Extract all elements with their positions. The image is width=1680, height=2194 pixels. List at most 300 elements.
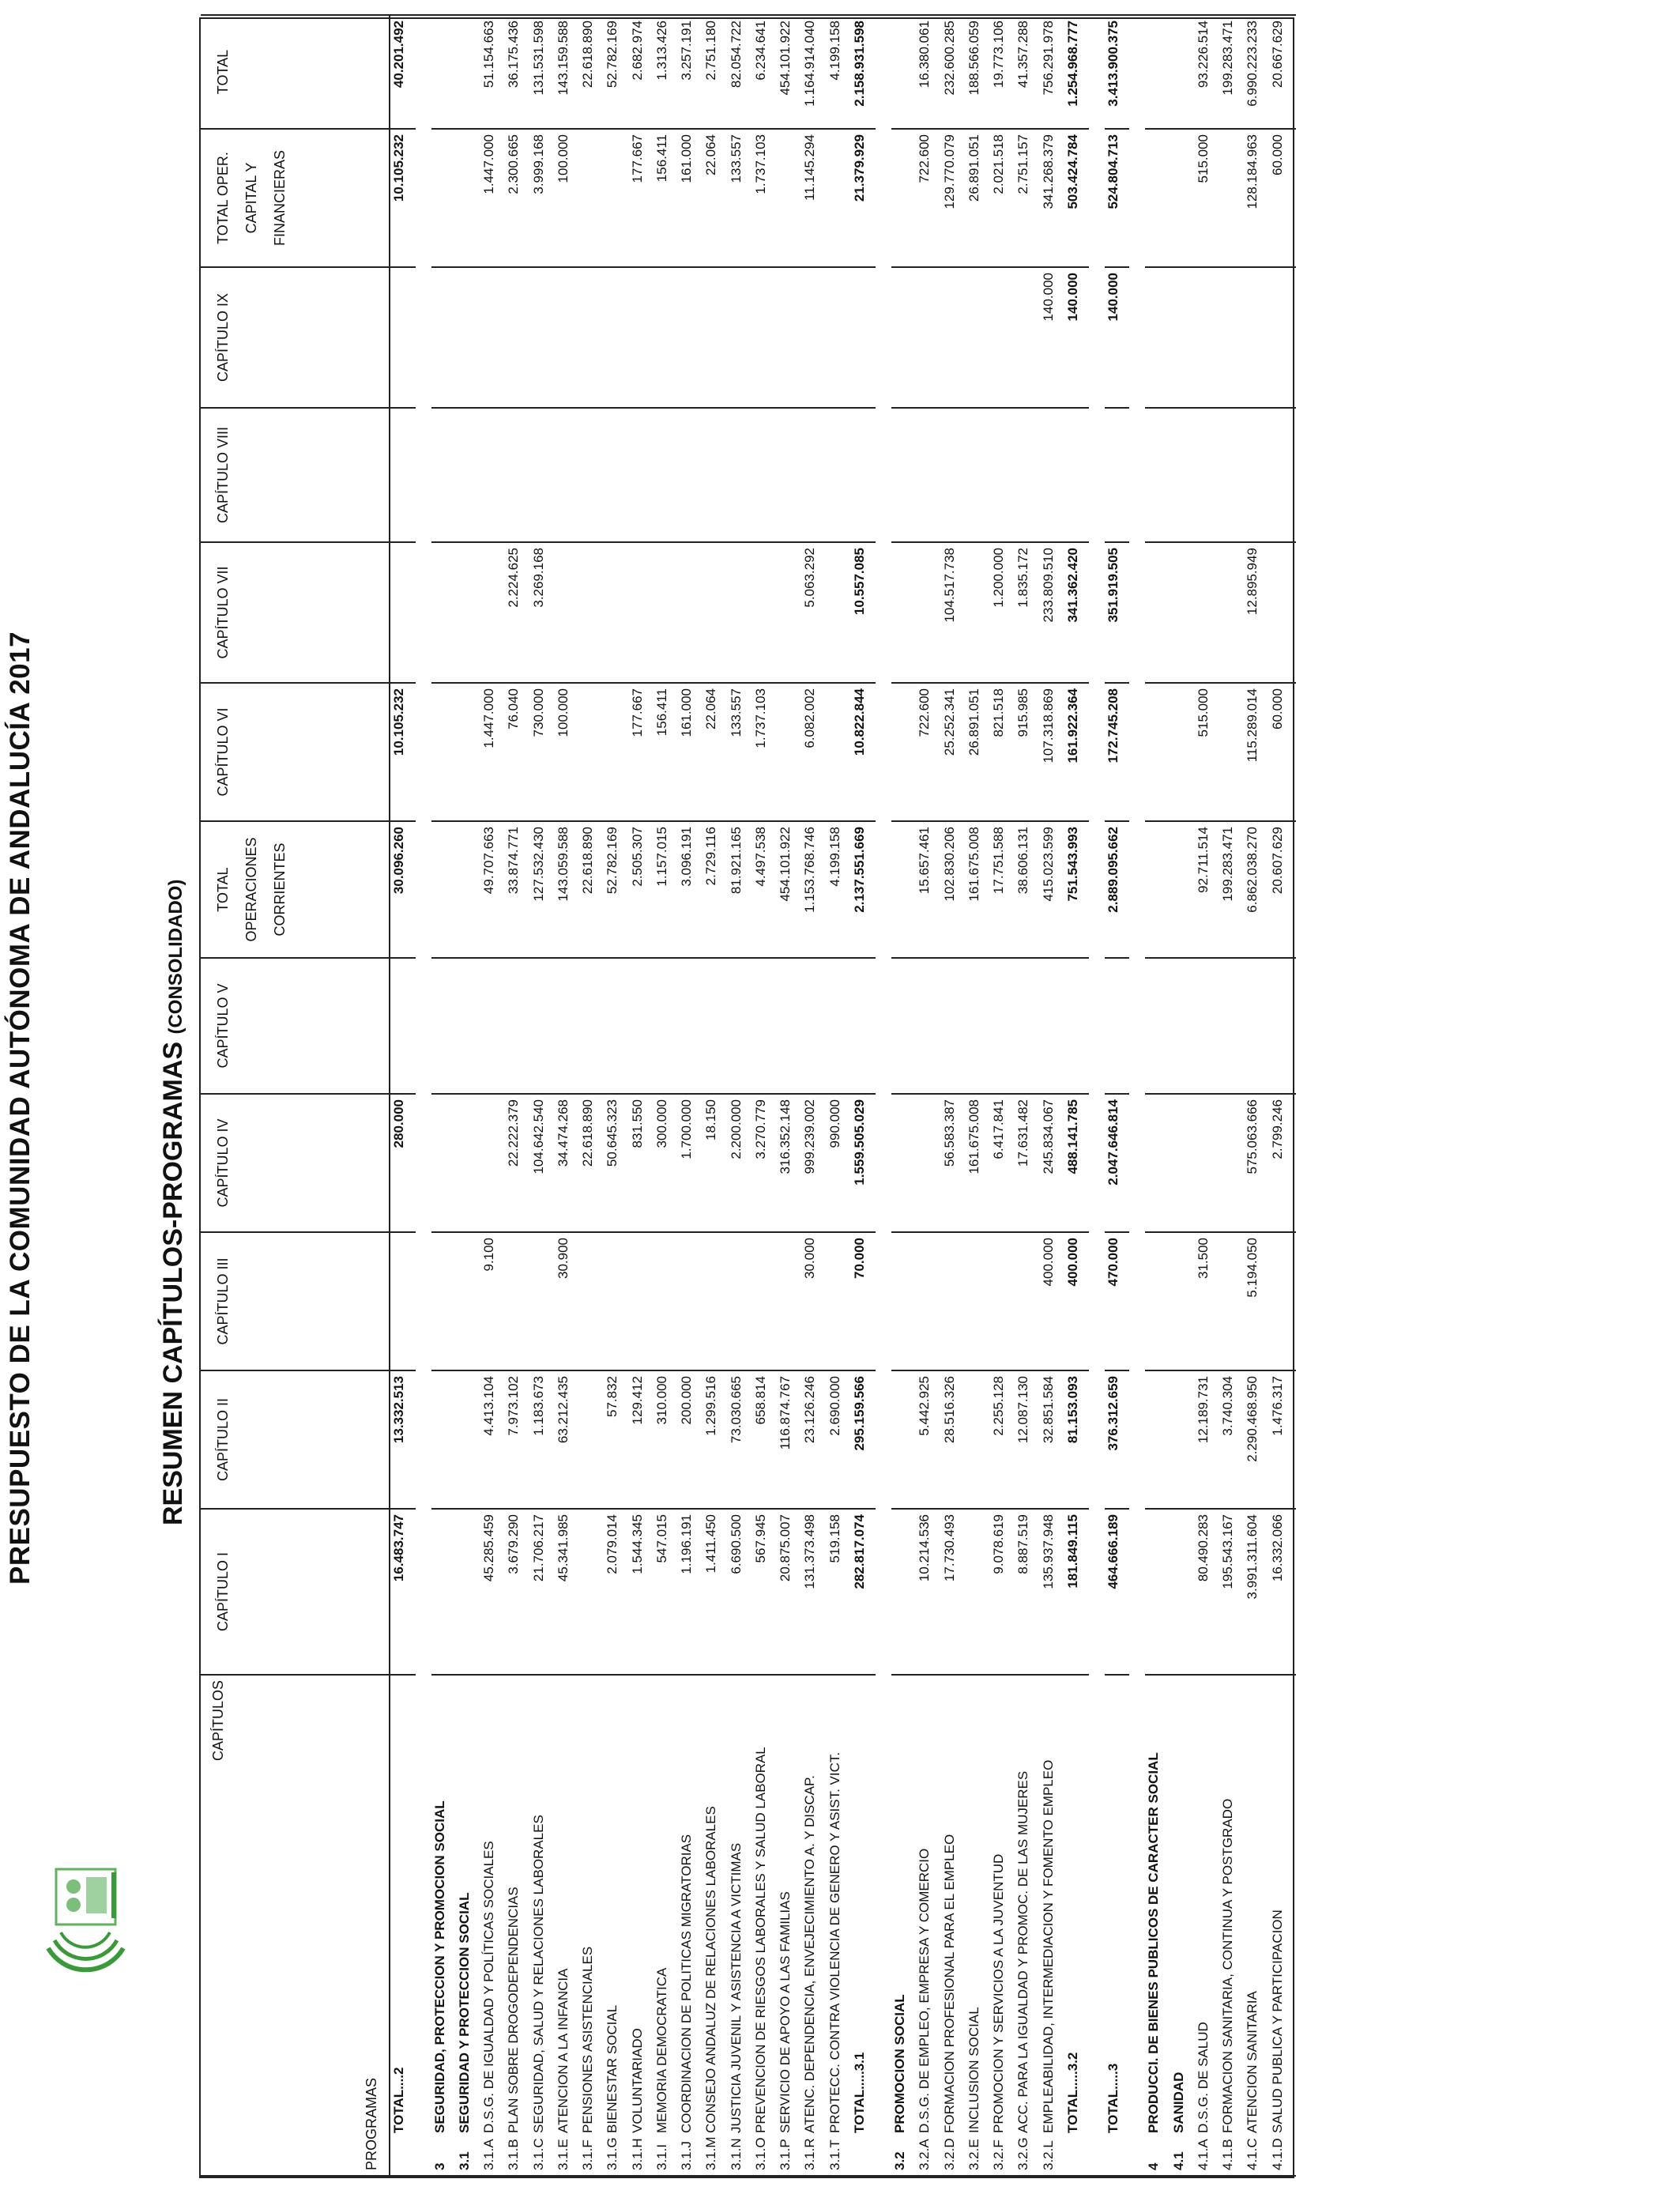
program-name: SANIDAD <box>1170 1675 1195 2138</box>
program-name: SALUD PUBLICA Y PARTICIPACION <box>1269 1675 1294 2138</box>
value-cell-col-6: 454.101.922 <box>777 821 801 958</box>
table-row <box>530 15 555 2176</box>
value-cell-col-7 <box>891 683 916 821</box>
program-code: 3.1.N <box>728 2138 752 2176</box>
value-cell-col-3 <box>1015 1232 1039 1370</box>
value-cell-col-4: 245.834.067 <box>1040 1094 1064 1232</box>
value-cell-col-12 <box>431 15 456 129</box>
program-code: 3.1.P <box>777 2138 801 2176</box>
value-cell-col-7: 10.105.232 <box>390 683 416 821</box>
value-cell-col-3 <box>505 1232 529 1370</box>
value-cell-col-5 <box>579 958 604 1094</box>
value-cell-col-9 <box>654 408 678 542</box>
value-cell-col-5 <box>990 958 1015 1094</box>
value-cell-col-1 <box>891 1509 916 1675</box>
col-header-cap9: CAPÍTULO IX <box>201 267 390 408</box>
value-cell-col-6: 127.532.430 <box>530 821 555 958</box>
value-cell-col-9 <box>530 408 555 542</box>
value-cell-col-4: 56.583.387 <box>941 1094 966 1232</box>
value-cell-col-8: 3.269.168 <box>530 542 555 683</box>
value-cell-col-1: 3.991.311.604 <box>1244 1509 1268 1675</box>
table-row <box>1219 15 1244 2176</box>
value-cell-col-4: 316.352.148 <box>777 1094 801 1232</box>
value-cell-col-3 <box>456 1232 480 1370</box>
filler-cell <box>1294 958 1296 1094</box>
value-cell-col-10 <box>654 267 678 408</box>
value-cell-col-12: 2.682.974 <box>629 15 654 129</box>
value-cell-col-9 <box>390 408 416 542</box>
value-cell-col-2: 1.476.317 <box>1269 1370 1294 1509</box>
value-cell-col-7 <box>456 683 480 821</box>
value-cell-col-6: 33.874.771 <box>505 821 529 958</box>
value-cell-col-7: 10.822.844 <box>851 683 876 821</box>
value-cell-col-10 <box>1170 267 1195 408</box>
value-cell-col-6 <box>456 821 480 958</box>
value-cell-col-12: 93.226.514 <box>1195 15 1219 129</box>
value-cell-col-6: 3.096.191 <box>678 821 703 958</box>
program-code <box>1064 2138 1089 2176</box>
value-cell-col-1: 131.373.498 <box>801 1509 826 1675</box>
value-cell-col-9 <box>1105 408 1129 542</box>
value-cell-col-8 <box>629 542 654 683</box>
value-cell-col-4 <box>1170 1094 1195 1232</box>
value-cell-col-7: 161.922.364 <box>1064 683 1089 821</box>
program-name: JUSTICIA JUVENIL Y ASISTENCIA A VICTIMAS <box>728 1675 752 2138</box>
value-cell-col-12: 6.234.641 <box>752 15 777 129</box>
value-cell-col-2: 2.690.000 <box>827 1370 851 1509</box>
spacer-cell <box>1089 15 1105 2176</box>
value-cell-col-1: 1.544.345 <box>629 1509 654 1675</box>
value-cell-col-6: 2.137.551.669 <box>851 821 876 958</box>
value-cell-col-5 <box>728 958 752 1094</box>
value-cell-col-1: 20.875.007 <box>777 1509 801 1675</box>
program-name: SEGURIDAD Y PROTECCION SOCIAL <box>456 1675 480 2138</box>
program-name: PROMOCION Y SERVICIOS A LA JUVENTUD <box>990 1675 1015 2138</box>
value-cell-col-2: 1.299.516 <box>703 1370 727 1509</box>
value-cell-col-10 <box>1244 267 1268 408</box>
value-cell-col-4: 22.618.890 <box>579 1094 604 1232</box>
value-cell-col-8: 104.517.738 <box>941 542 966 683</box>
value-cell-col-6: 81.921.165 <box>728 821 752 958</box>
filler-cell <box>1294 1094 1296 1232</box>
spacer-row <box>1129 15 1145 2176</box>
value-cell-col-10: 140.000 <box>1105 267 1129 408</box>
value-cell-col-2: 63.212.435 <box>555 1370 579 1509</box>
value-cell-col-4 <box>916 1094 940 1232</box>
table-row <box>505 15 529 2176</box>
value-cell-col-4 <box>1195 1094 1219 1232</box>
value-cell-col-1: 10.214.536 <box>916 1509 940 1675</box>
program-code <box>390 2138 416 2176</box>
program-code: 3.1.T <box>827 2138 851 2176</box>
value-cell-col-5 <box>941 958 966 1094</box>
filler-row <box>1294 15 1296 2176</box>
value-cell-col-3 <box>777 1232 801 1370</box>
value-cell-col-8 <box>480 542 505 683</box>
value-cell-col-5 <box>703 958 727 1094</box>
value-cell-col-1: 45.285.459 <box>480 1509 505 1675</box>
value-cell-col-2: 2.255.128 <box>990 1370 1015 1509</box>
col-header-total-corrientes-l1: TOTAL <box>215 867 231 912</box>
value-cell-col-12: 1.254.968.777 <box>1064 15 1089 129</box>
value-cell-col-6: 20.607.629 <box>1269 821 1294 958</box>
value-cell-col-7: 730.000 <box>530 683 555 821</box>
program-name: MEMORIA DEMOCRATICA <box>654 1675 678 2138</box>
value-cell-col-12: 82.054.722 <box>728 15 752 129</box>
value-cell-col-12: 16.380.061 <box>916 15 940 129</box>
value-cell-col-7 <box>431 683 456 821</box>
value-cell-col-6: 1.153.768.746 <box>801 821 826 958</box>
table-row <box>1244 15 1268 2176</box>
col-header-total-capital-l1: TOTAL OPER. <box>215 152 231 244</box>
program-code: 3.1.O <box>752 2138 777 2176</box>
value-cell-col-10 <box>456 267 480 408</box>
value-cell-col-12: 36.175.436 <box>505 15 529 129</box>
value-cell-col-12: 2.158.931.598 <box>851 15 876 129</box>
value-cell-col-12 <box>1145 15 1170 129</box>
subtitle-qualifier: (CONSOLIDADO) <box>165 879 186 1035</box>
value-cell-col-2 <box>1170 1370 1195 1509</box>
program-name: CONSEJO ANDALUZ DE RELACIONES LABORALES <box>703 1675 727 2138</box>
value-cell-col-6: 1.157.015 <box>654 821 678 958</box>
value-cell-col-9 <box>431 408 456 542</box>
program-name: SERVICIO DE APOYO A LAS FAMILIAS <box>777 1675 801 2138</box>
program-code: 3.1.J <box>678 2138 703 2176</box>
value-cell-col-10 <box>990 267 1015 408</box>
value-cell-col-4: 2.799.246 <box>1269 1094 1294 1232</box>
filler-cell <box>1294 2138 1296 2176</box>
value-cell-col-12: 131.531.598 <box>530 15 555 129</box>
value-cell-col-8 <box>431 542 456 683</box>
value-cell-col-5 <box>851 958 876 1094</box>
value-cell-col-4: 999.239.002 <box>801 1094 826 1232</box>
value-cell-col-5 <box>916 958 940 1094</box>
value-cell-col-8 <box>966 542 990 683</box>
value-cell-col-12: 6.990.223.233 <box>1244 15 1268 129</box>
budget-table-container <box>199 17 1294 2178</box>
value-cell-col-5 <box>654 958 678 1094</box>
value-cell-col-6: 92.711.514 <box>1195 821 1219 958</box>
col-header-total-capital-l3: FINANCIERAS <box>272 149 288 247</box>
table-row <box>752 15 777 2176</box>
value-cell-col-7: 76.040 <box>505 683 529 821</box>
value-cell-col-7: 100.000 <box>555 683 579 821</box>
col-header-cap7: CAPÍTULO VII <box>201 542 390 683</box>
value-cell-col-2: 129.412 <box>629 1370 654 1509</box>
program-code: 4.1.A <box>1195 2138 1219 2176</box>
value-cell-col-8 <box>654 542 678 683</box>
value-cell-col-11: 22.064 <box>703 129 727 267</box>
value-cell-col-9 <box>752 408 777 542</box>
value-cell-col-3: 400.000 <box>1064 1232 1089 1370</box>
value-cell-col-7: 107.318.869 <box>1040 683 1064 821</box>
value-cell-col-2 <box>891 1370 916 1509</box>
table-row <box>678 15 703 2176</box>
program-code: 3.1.E <box>555 2138 579 2176</box>
value-cell-col-3: 9.100 <box>480 1232 505 1370</box>
value-cell-col-3 <box>629 1232 654 1370</box>
program-code: 3.1.G <box>604 2138 628 2176</box>
value-cell-col-10 <box>916 267 940 408</box>
program-name: D.S.G. DE SALUD <box>1195 1675 1219 2138</box>
table-row <box>579 15 604 2176</box>
value-cell-col-10 <box>505 267 529 408</box>
value-cell-col-12: 20.667.629 <box>1269 15 1294 129</box>
filler-cell <box>1294 1232 1296 1370</box>
program-code <box>1105 2138 1129 2176</box>
value-cell-col-8: 1.200.000 <box>990 542 1015 683</box>
value-cell-col-2: 12.189.731 <box>1195 1370 1219 1509</box>
value-cell-col-11 <box>604 129 628 267</box>
value-cell-col-3 <box>1170 1232 1195 1370</box>
value-cell-col-9 <box>1170 408 1195 542</box>
program-code: 3.1.C <box>530 2138 555 2176</box>
value-cell-col-1: 16.332.066 <box>1269 1509 1294 1675</box>
programas-header: PROGRAMAS <box>363 2077 379 2170</box>
value-cell-col-4: 2.200.000 <box>728 1094 752 1232</box>
value-cell-col-5 <box>1145 958 1170 1094</box>
value-cell-col-9 <box>703 408 727 542</box>
value-cell-col-7: 172.745.208 <box>1105 683 1129 821</box>
value-cell-col-5 <box>777 958 801 1094</box>
program-name: ATENC. DEPENDENCIA, ENVEJECIMIENTO A. Y DISCAP. <box>801 1675 826 2138</box>
program-name: PROMOCION SOCIAL <box>891 1675 916 2138</box>
value-cell-col-2: 13.332.513 <box>390 1370 416 1509</box>
value-cell-col-9 <box>480 408 505 542</box>
value-cell-col-8 <box>1269 542 1294 683</box>
value-cell-col-9 <box>1064 408 1089 542</box>
value-cell-col-11 <box>456 129 480 267</box>
value-cell-col-11 <box>827 129 851 267</box>
value-cell-col-11: 2.751.157 <box>1015 129 1039 267</box>
spacer-row <box>416 15 431 2176</box>
value-cell-col-6: 143.059.588 <box>555 821 579 958</box>
value-cell-col-4: 3.270.779 <box>752 1094 777 1232</box>
value-cell-col-1: 282.817.074 <box>851 1509 876 1675</box>
value-cell-col-10 <box>827 267 851 408</box>
col-header-total: TOTAL <box>201 15 390 129</box>
value-cell-col-10 <box>480 267 505 408</box>
program-code: 3.2.A <box>916 2138 940 2176</box>
value-cell-col-7: 515.000 <box>1195 683 1219 821</box>
value-cell-col-11: 177.667 <box>629 129 654 267</box>
value-cell-col-7: 1.737.103 <box>752 683 777 821</box>
value-cell-col-1 <box>1145 1509 1170 1675</box>
value-cell-col-9 <box>1195 408 1219 542</box>
value-cell-col-7: 1.447.000 <box>480 683 505 821</box>
value-cell-col-7: 161.000 <box>678 683 703 821</box>
value-cell-col-7: 722.600 <box>916 683 940 821</box>
value-cell-col-8 <box>777 542 801 683</box>
value-cell-col-6: 4.497.538 <box>752 821 777 958</box>
table-row <box>728 15 752 2176</box>
value-cell-col-7: 6.082.002 <box>801 683 826 821</box>
value-cell-col-4: 990.000 <box>827 1094 851 1232</box>
col-header-cap4: CAPÍTULO IV <box>201 1094 390 1232</box>
value-cell-col-1 <box>966 1509 990 1675</box>
value-cell-col-6: 38.606.131 <box>1015 821 1039 958</box>
filler-cell <box>1294 821 1296 958</box>
value-cell-col-3 <box>1145 1232 1170 1370</box>
filler-cell <box>1294 542 1296 683</box>
section-row <box>1170 15 1195 2176</box>
program-name: ATENCION SANITARIA <box>1244 1675 1268 2138</box>
table-row <box>1269 15 1294 2176</box>
value-cell-col-5 <box>678 958 703 1094</box>
program-name: INCLUSION SOCIAL <box>966 1675 990 2138</box>
value-cell-col-5 <box>1105 958 1129 1094</box>
value-cell-col-4: 34.474.268 <box>555 1094 579 1232</box>
value-cell-col-2: 28.516.326 <box>941 1370 966 1509</box>
program-name: ACC. PARA LA IGUALDAD Y PROMOC. DE LAS MUJERES <box>1015 1675 1039 2138</box>
value-cell-col-12: 1.313.426 <box>654 15 678 129</box>
spacer-cell <box>416 15 431 2176</box>
value-cell-col-11: 156.411 <box>654 129 678 267</box>
value-cell-col-2: 295.159.566 <box>851 1370 876 1509</box>
total-row <box>390 15 416 2176</box>
value-cell-col-1: 181.849.115 <box>1064 1509 1089 1675</box>
value-cell-col-5 <box>456 958 480 1094</box>
value-cell-col-10 <box>530 267 555 408</box>
value-cell-col-7: 177.667 <box>629 683 654 821</box>
value-cell-col-11 <box>431 129 456 267</box>
value-cell-col-6: 4.199.158 <box>827 821 851 958</box>
col-header-total-capital-l2: CAPITAL Y <box>243 162 259 234</box>
program-name: PROTECC. CONTRA VIOLENCIA DE GENERO Y ASIST. VICT. <box>827 1675 851 2138</box>
value-cell-col-10 <box>1015 267 1039 408</box>
value-cell-col-11: 129.770.079 <box>941 129 966 267</box>
program-name: TOTAL.....3 <box>1105 1675 1129 2138</box>
total-row <box>851 15 876 2176</box>
value-cell-col-11: 1.737.103 <box>752 129 777 267</box>
value-cell-col-5 <box>505 958 529 1094</box>
value-cell-col-11: 11.145.294 <box>801 129 826 267</box>
value-cell-col-12: 2.751.180 <box>703 15 727 129</box>
value-cell-col-4 <box>480 1094 505 1232</box>
value-cell-col-5 <box>530 958 555 1094</box>
value-cell-col-9 <box>827 408 851 542</box>
value-cell-col-5 <box>891 958 916 1094</box>
value-cell-col-10 <box>801 267 826 408</box>
value-cell-col-5 <box>1064 958 1089 1094</box>
value-cell-col-4: 161.675.008 <box>966 1094 990 1232</box>
value-cell-col-1 <box>1170 1509 1195 1675</box>
value-cell-col-9 <box>555 408 579 542</box>
value-cell-col-5 <box>390 958 416 1094</box>
value-cell-col-11: 2.021.518 <box>990 129 1015 267</box>
value-cell-col-6: 161.675.008 <box>966 821 990 958</box>
value-cell-col-7: 60.000 <box>1269 683 1294 821</box>
program-name: PREVENCION DE RIESGOS LABORALES Y SALUD LABORAL <box>752 1675 777 2138</box>
value-cell-col-2: 1.183.673 <box>530 1370 555 1509</box>
value-cell-col-3 <box>916 1232 940 1370</box>
value-cell-col-8 <box>604 542 628 683</box>
value-cell-col-2: 81.153.093 <box>1064 1370 1089 1509</box>
value-cell-col-3: 70.000 <box>851 1232 876 1370</box>
value-cell-col-11: 161.000 <box>678 129 703 267</box>
document-subtitle <box>158 880 189 1525</box>
value-cell-col-11: 3.999.168 <box>530 129 555 267</box>
value-cell-col-11 <box>777 129 801 267</box>
value-cell-col-5 <box>629 958 654 1094</box>
value-cell-col-10 <box>752 267 777 408</box>
value-cell-col-6 <box>431 821 456 958</box>
value-cell-col-11: 133.557 <box>728 129 752 267</box>
value-cell-col-8 <box>390 542 416 683</box>
value-cell-col-9 <box>579 408 604 542</box>
value-cell-col-5 <box>752 958 777 1094</box>
value-cell-col-12: 143.159.588 <box>555 15 579 129</box>
program-name: VOLUNTARIADO <box>629 1675 654 2138</box>
filler-cell <box>1294 408 1296 542</box>
value-cell-col-10 <box>604 267 628 408</box>
value-cell-col-6: 6.862.038.270 <box>1244 821 1268 958</box>
value-cell-col-2: 7.973.102 <box>505 1370 529 1509</box>
value-cell-col-11: 100.000 <box>555 129 579 267</box>
value-cell-col-6: 2.505.307 <box>629 821 654 958</box>
value-cell-col-1: 80.490.283 <box>1195 1509 1219 1675</box>
value-cell-col-12: 188.566.059 <box>966 15 990 129</box>
value-cell-col-9 <box>1040 408 1064 542</box>
table-row <box>916 15 940 2176</box>
program-code: 3.2.G <box>1015 2138 1039 2176</box>
value-cell-col-1: 16.483.747 <box>390 1509 416 1675</box>
program-code: 3.1.F <box>579 2138 604 2176</box>
value-cell-col-2 <box>456 1370 480 1509</box>
value-cell-col-4: 1.559.505.029 <box>851 1094 876 1232</box>
value-cell-col-12: 51.154.663 <box>480 15 505 129</box>
col-header-cap3: CAPÍTULO III <box>201 1232 390 1370</box>
value-cell-col-12: 40.201.492 <box>390 15 416 129</box>
value-cell-col-10: 140.000 <box>1064 267 1089 408</box>
program-name: EMPLEABILIDAD, INTERMEDIACION Y FOMENTO EMPLEO <box>1040 1675 1064 2138</box>
value-cell-col-4: 6.417.841 <box>990 1094 1015 1232</box>
junta-andalucia-logo-icon <box>22 1856 149 1978</box>
value-cell-col-11: 21.379.929 <box>851 129 876 267</box>
filler-cell <box>1294 1370 1296 1509</box>
program-code: 4.1.C <box>1244 2138 1268 2176</box>
table-row <box>555 15 579 2176</box>
value-cell-col-10 <box>777 267 801 408</box>
value-cell-col-9 <box>916 408 940 542</box>
value-cell-col-8 <box>1170 542 1195 683</box>
program-name: BIENESTAR SOCIAL <box>604 1675 628 2138</box>
value-cell-col-7: 26.891.051 <box>966 683 990 821</box>
value-cell-col-8 <box>752 542 777 683</box>
value-cell-col-8 <box>456 542 480 683</box>
value-cell-col-5 <box>1040 958 1064 1094</box>
value-cell-col-2 <box>966 1370 990 1509</box>
table-row <box>629 15 654 2176</box>
value-cell-col-2: 658.814 <box>752 1370 777 1509</box>
value-cell-col-9 <box>604 408 628 542</box>
value-cell-col-5 <box>966 958 990 1094</box>
value-cell-col-4 <box>1219 1094 1244 1232</box>
program-code: 4.1 <box>1170 2138 1195 2176</box>
value-cell-col-2: 23.126.246 <box>801 1370 826 1509</box>
value-cell-col-12: 22.618.890 <box>579 15 604 129</box>
value-cell-col-1: 464.666.189 <box>1105 1509 1129 1675</box>
value-cell-col-3 <box>1219 1232 1244 1370</box>
value-cell-col-12: 4.199.158 <box>827 15 851 129</box>
value-cell-col-6 <box>1170 821 1195 958</box>
col-header-cap6: CAPÍTULO VI <box>201 683 390 821</box>
value-cell-col-11: 515.000 <box>1195 129 1219 267</box>
value-cell-col-1 <box>579 1509 604 1675</box>
value-cell-col-10 <box>390 267 416 408</box>
filler-cell <box>1294 683 1296 821</box>
table-header-row <box>201 15 390 2176</box>
